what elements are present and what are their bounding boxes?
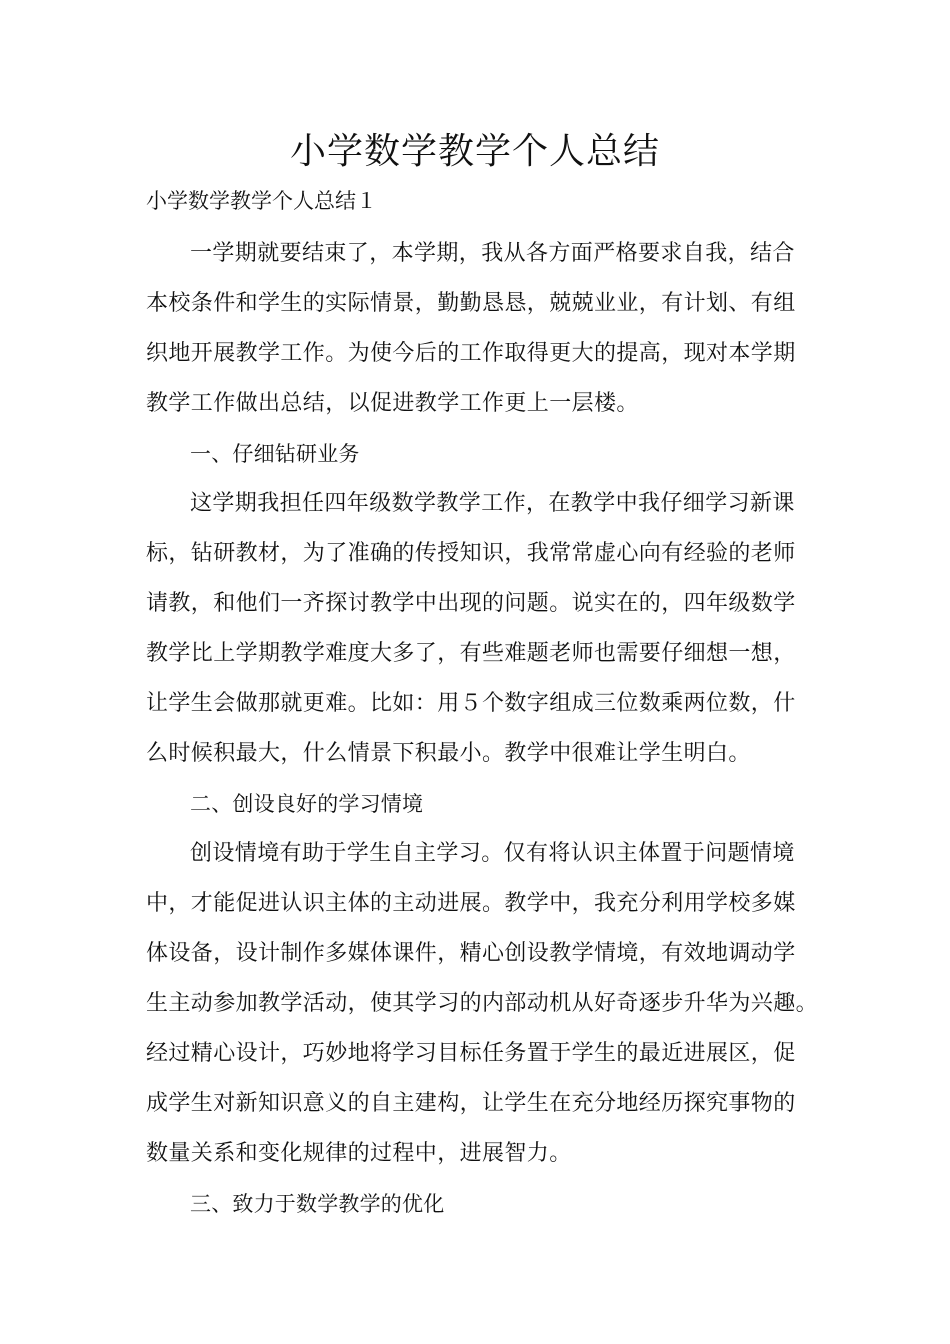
section-heading: 一、仔细钻研业务 [190, 442, 360, 466]
paragraph-line: 织地开展教学工作。为使今后的工作取得更大的提高，现对本学期 [146, 341, 796, 366]
paragraph-line: 标，钻研教材，为了准确的传授知识，我常常虚心向有经验的老师 [146, 541, 796, 566]
paragraph-line: 创设情境有助于学生自主学习。仅有将认识主体置于问题情境 [190, 841, 795, 866]
section-heading: 二、创设良好的学习情境 [190, 792, 424, 816]
section-heading: 三、致力于数学教学的优化 [190, 1192, 445, 1216]
paragraph-line: 数量关系和变化规律的过程中，进展智力。 [146, 1141, 572, 1166]
paragraph-line: 让学生会做那就更难。比如：用５个数字组成三位数乘两位数，什 [146, 691, 796, 716]
paragraph-line: 中，才能促进认识主体的主动进展。教学中，我充分利用学校多媒 [146, 891, 796, 916]
paragraph-line: 成学生对新知识意义的自主建构，让学生在充分地经历探究事物的 [146, 1091, 796, 1116]
paragraph-line: 生主动参加教学活动，使其学习的内部动机从好奇逐步升华为兴趣。 [146, 991, 819, 1016]
paragraph-line: 么时候积最大，什么情景下积最小。教学中很难让学生明白。 [146, 741, 751, 766]
paragraph-line: 体设备，设计制作多媒体课件，精心创设教学情境，有效地调动学 [146, 941, 796, 966]
page-title: 小学数学教学个人总结 [289, 131, 660, 172]
paragraph-line: 本校条件和学生的实际情景，勤勤恳恳，兢兢业业，有计划、有组 [146, 291, 796, 316]
paragraph-line: 教学工作做出总结，以促进教学工作更上一层楼。 [146, 391, 639, 416]
paragraph-line: 这学期我担任四年级数学教学工作，在教学中我仔细学习新课 [190, 491, 795, 516]
document-body [146, 229, 819, 1229]
document-subtitle: 小学数学教学个人总结１ [146, 189, 377, 213]
paragraph-line: 教学比上学期教学难度大多了，有些难题老师也需要仔细想一想， [146, 641, 796, 666]
paragraph-line: 一学期就要结束了，本学期，我从各方面严格要求自我，结合 [190, 241, 795, 266]
paragraph-line: 经过精心设计，巧妙地将学习目标任务置于学生的最近进展区，促 [146, 1041, 796, 1066]
paragraph-line: 请教，和他们一齐探讨教学中出现的问题。说实在的，四年级数学 [146, 591, 796, 616]
